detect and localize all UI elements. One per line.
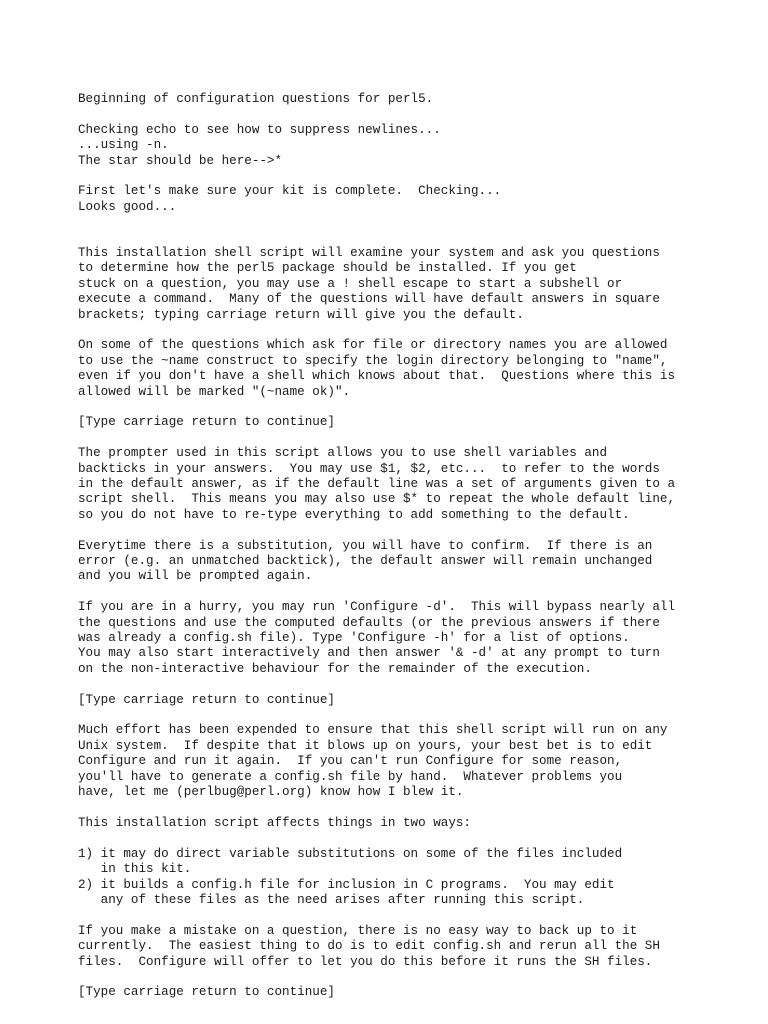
- text-line: execute a command. Many of the questions will have default answers in square: [78, 292, 660, 307]
- text-line: to determine how the perl5 package should be installed. If you get: [78, 261, 577, 276]
- text-line: and you will be prompted again.: [78, 569, 313, 584]
- text-line: allowed will be marked "(~name ok)".: [78, 384, 351, 399]
- blank-line: [78, 801, 758, 816]
- blank-line: [78, 908, 758, 923]
- text-line: Checking echo to see how to suppress newlines...: [78, 122, 441, 137]
- text-line: to use the ~name construct to specify the login directory belonging to "name",: [78, 353, 668, 368]
- blank-line: [78, 169, 758, 184]
- blank-line: [78, 323, 758, 338]
- blank-line: [78, 708, 758, 723]
- text-line: have, let me (perlbug@perl.org) know how I blew it.: [78, 785, 464, 800]
- text-line: Beginning of configuration questions for perl5.: [78, 92, 434, 106]
- blank-line: [78, 215, 758, 230]
- blank-line: [78, 400, 758, 415]
- text-line: You may also start interactively and then answer '& -d' at any prompt to turn: [78, 646, 660, 661]
- text-line: Unix system. If despite that it blows up on yours, your best bet is to edit: [78, 738, 653, 753]
- text-line: This installation shell script will examine your system and ask you questions: [78, 246, 660, 260]
- text-line: The prompter used in this script allows you to use shell variables and: [78, 446, 608, 461]
- configure-output: [78, 92, 758, 1001]
- blank-line: [78, 431, 758, 446]
- continue-prompt: [Type carriage return to continue]: [78, 692, 335, 707]
- text-line: This installation script affects things in two ways:: [78, 815, 471, 830]
- text-line: you'll have to generate a config.sh file by hand. Whatever problems you: [78, 769, 623, 784]
- text-line: in the default answer, as if the default line was a set of arguments given to a: [78, 477, 676, 492]
- text-line: On some of the questions which ask for file or directory names you are allowed: [78, 338, 668, 353]
- text-line: error (e.g. an unmatched backtick), the default answer will remain unchanged: [78, 554, 653, 569]
- text-line: Everytime there is a substitution, you will have to confirm. If there is an: [78, 538, 653, 553]
- blank-line: [78, 970, 758, 985]
- text-line: currently. The easiest thing to do is to edit config.sh and rerun all the SH: [78, 939, 660, 954]
- text-line: brackets; typing carriage return will give you the default.: [78, 307, 524, 322]
- text-line: script shell. This means you may also use $* to repeat the whole default line,: [78, 492, 676, 507]
- text-line: so you do not have to re-type everything to add something to the default.: [78, 507, 630, 522]
- blank-line: [78, 585, 758, 600]
- text-line: If you make a mistake on a question, there is no easy way to back up to it: [78, 923, 638, 938]
- text-line: files. Configure will offer to let you do this before it runs the SH files.: [78, 954, 653, 969]
- text-line: even if you don't have a shell which knows about that. Questions where this is: [78, 369, 676, 384]
- text-line: The star should be here-->*: [78, 153, 283, 168]
- text-line: was already a config.sh file). Type 'Configure -h' for a list of options.: [78, 631, 630, 646]
- text-line: First let's make sure your kit is complete. Checking...: [78, 184, 502, 199]
- blank-line: [78, 677, 758, 692]
- continue-prompt: [Type carriage return to continue]: [78, 985, 335, 1000]
- text-line: stuck on a question, you may use a ! shell escape to start a subshell or: [78, 276, 623, 291]
- text-line: Configure and run it again. If you can't run Configure for some reason,: [78, 754, 623, 769]
- blank-line: [78, 831, 758, 846]
- text-line: backticks in your answers. You may use $1, $2, etc... to refer to the words: [78, 461, 660, 476]
- text-line: on the non-interactive behaviour for the remainder of the execution.: [78, 661, 592, 676]
- text-line: Looks good...: [78, 199, 177, 214]
- text-line: any of these files as the need arises after running this script.: [78, 892, 585, 907]
- text-line: Much effort has been expended to ensure that this shell script will run on any: [78, 723, 668, 738]
- text-line: ...using -n.: [78, 138, 169, 153]
- text-line: If you are in a hurry, you may run 'Configure -d'. This will bypass nearly all: [78, 600, 676, 615]
- blank-line: [78, 523, 758, 538]
- blank-line: [78, 107, 758, 122]
- text-line: the questions and use the computed defaults (or the previous answers if there: [78, 615, 660, 630]
- text-line: 2) it builds a config.h file for inclusion in C programs. You may edit: [78, 877, 615, 892]
- text-line: 1) it may do direct variable substitutions on some of the files included: [78, 846, 623, 861]
- continue-prompt: [Type carriage return to continue]: [78, 415, 335, 430]
- blank-line: [78, 231, 758, 246]
- text-line: in this kit.: [78, 862, 192, 877]
